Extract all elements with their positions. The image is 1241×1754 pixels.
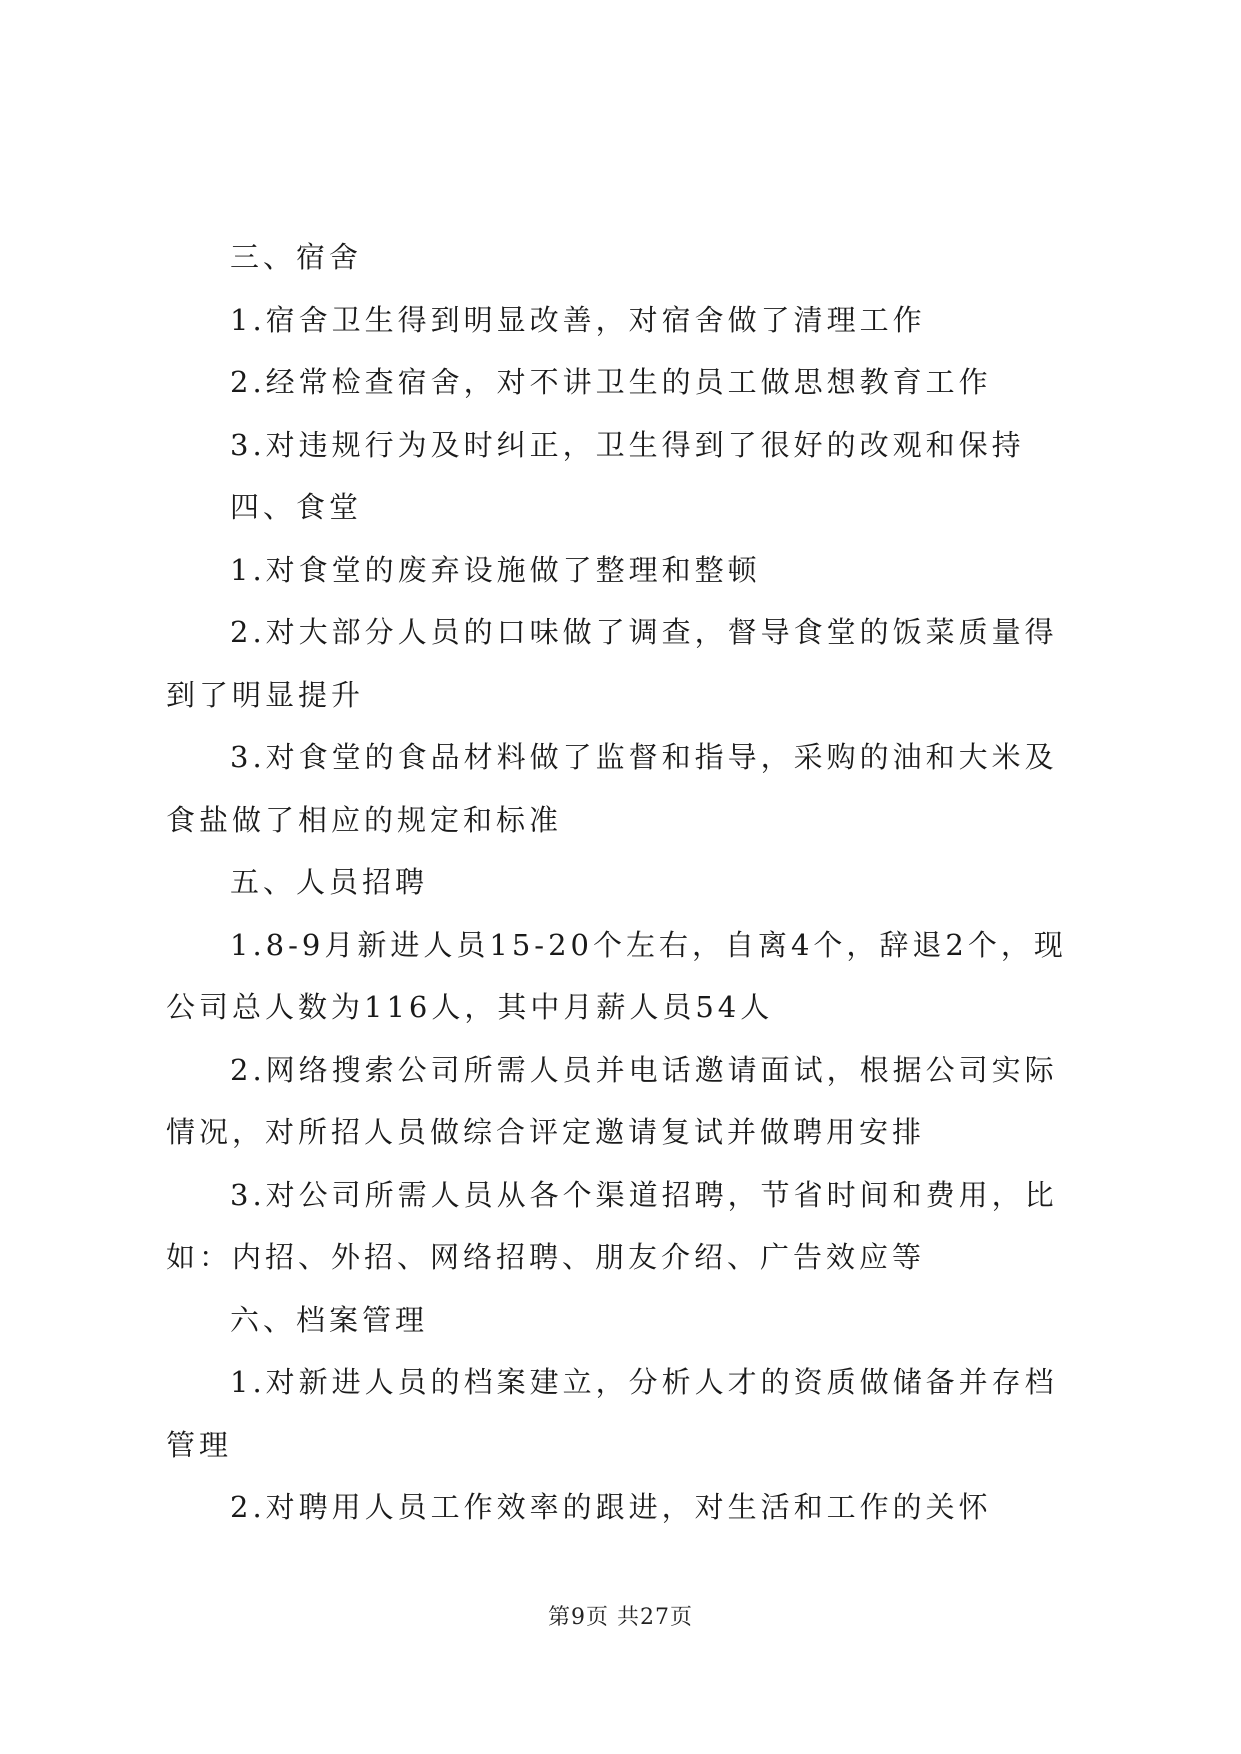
list-item: 2.网络搜索公司所需人员并电话邀请面试，根据公司实际情况，对所招人员做综合评定邀请复试并做聘用安排 <box>166 1052 1058 1149</box>
list-item: 2.对大部分人员的口味做了调查，督导食堂的饭菜质量得到了明显提升 <box>166 615 1058 712</box>
list-item: 1.宿舍卫生得到明显改善，对宿舍做了清理工作 <box>230 302 926 337</box>
list-item: 2.经常检查宿舍，对不讲卫生的员工做思想教育工作 <box>230 365 992 399</box>
list-item: 2.对聘用人员工作效率的跟进，对生活和工作的关怀 <box>230 1490 992 1524</box>
section-heading-canteen: 四、食堂 <box>230 490 363 524</box>
section-heading-recruitment: 五、人员招聘 <box>230 865 429 899</box>
list-item: 3.对违规行为及时纠正，卫生得到了很好的改观和保持 <box>230 427 1025 462</box>
list-item: 3.对公司所需人员从各个渠道招聘，节省时间和费用，比如：内招、外招、网络招聘、朋友介绍、广告效应等 <box>166 1177 1058 1274</box>
list-item: 1.对食堂的废弃设施做了整理和整顿 <box>230 552 761 587</box>
list-item: 1.对新进人员的档案建立，分析人才的资质做储备并存档管理 <box>166 1365 1058 1462</box>
document-body <box>166 226 1082 1539</box>
page-number: 第9页 共27页 <box>548 1605 693 1630</box>
list-item: 3.对食堂的食品材料做了监督和指导，采购的油和大米及食盐做了相应的规定和标准 <box>166 740 1058 837</box>
list-item: 1.8-9月新进人员15-20个左右，自离4个，辞退2个，现公司总人数为116人，其中月薪人员54人 <box>166 927 1067 1024</box>
section-heading-archives: 六、档案管理 <box>230 1302 429 1337</box>
page-footer <box>0 1600 1241 1631</box>
section-heading-dormitory: 三、宿舍 <box>230 240 363 274</box>
